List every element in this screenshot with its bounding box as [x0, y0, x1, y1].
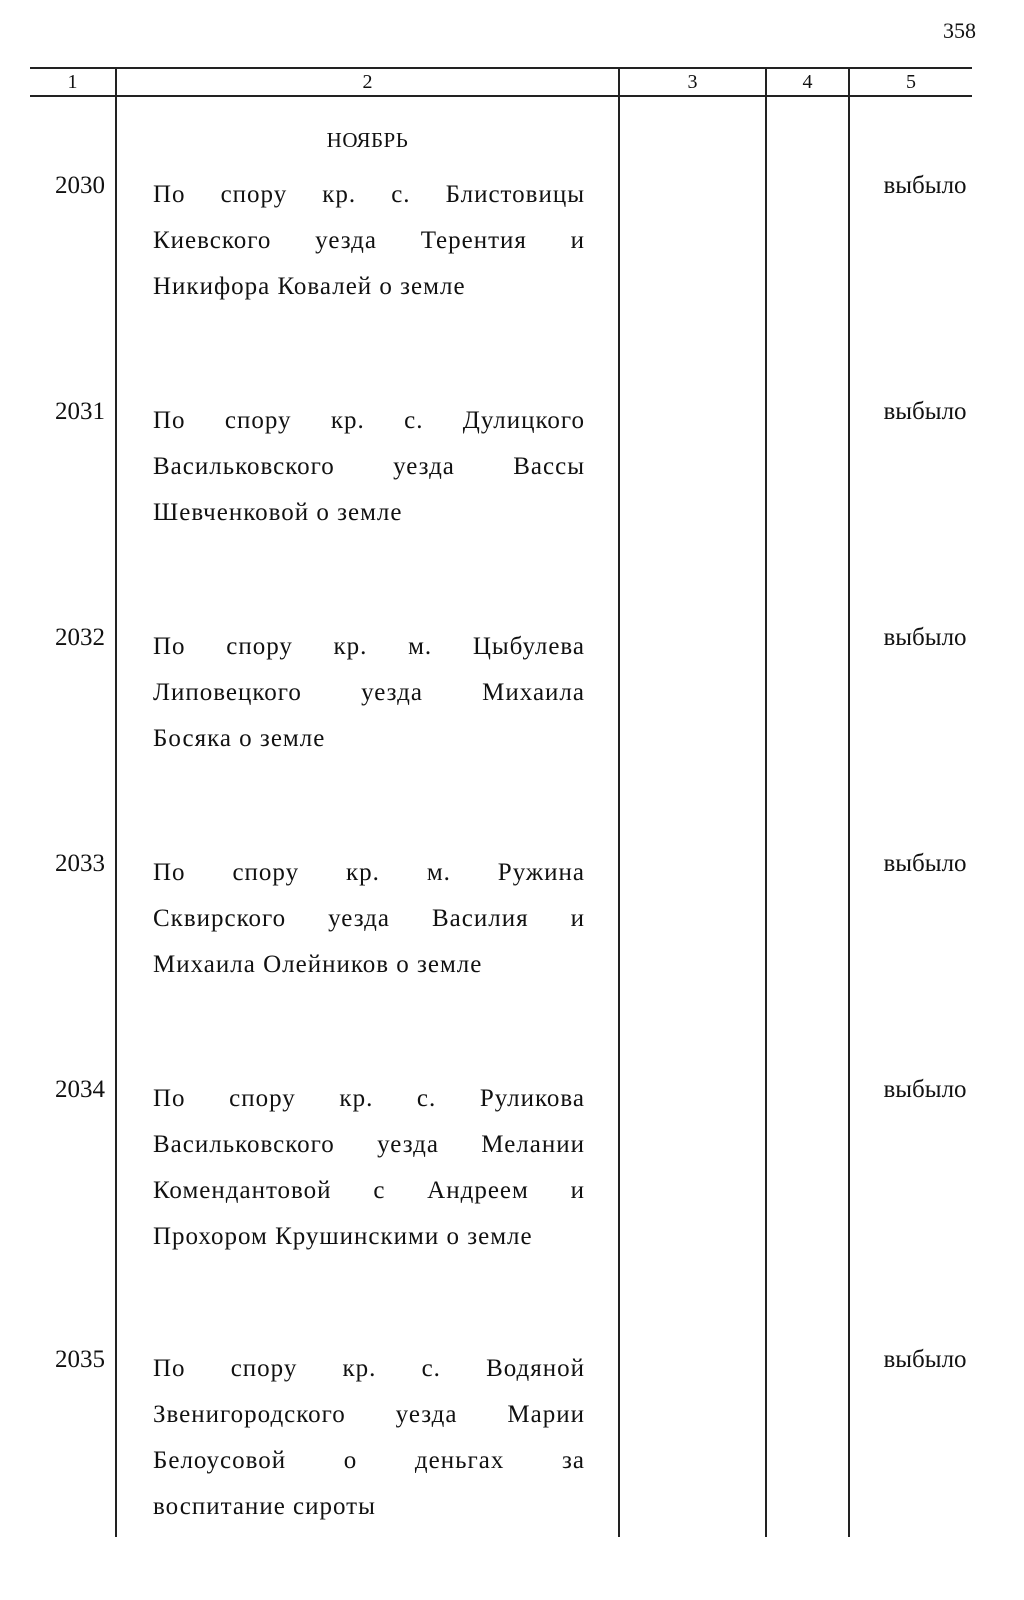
column-divider-1	[115, 67, 117, 1537]
entry-description	[153, 398, 585, 536]
table-header-rule	[30, 95, 972, 97]
description-line: Комендантовой с Андреем и	[153, 1177, 585, 1204]
entry-number: 2032	[55, 624, 105, 651]
column-header-3: 3	[687, 71, 698, 93]
description-line: По спору кр. с. Блистовицы	[153, 181, 585, 208]
entry-description	[153, 1076, 585, 1260]
entry-number: 2030	[55, 172, 105, 199]
description-line: Шевченковой о земле	[153, 499, 403, 526]
column-header-4: 4	[802, 71, 813, 93]
column-divider-2	[618, 67, 620, 1537]
description-line: Сквирского уезда Василия и	[153, 905, 585, 932]
entry-status: выбыло	[883, 850, 967, 877]
description-line: Белоусовой о деньгах за	[153, 1447, 585, 1474]
description-line: Прохором Крушинскими о земле	[153, 1223, 533, 1250]
description-line: Васильковского уезда Мелании	[153, 1131, 585, 1158]
column-header-5: 5	[906, 71, 916, 93]
entry-description	[153, 624, 585, 762]
column-divider-4	[848, 67, 850, 1537]
entry-number: 2035	[55, 1346, 105, 1373]
entry-status: выбыло	[883, 172, 967, 199]
entry-number: 2031	[55, 398, 105, 425]
description-line: Липовецкого уезда Михаила	[153, 679, 585, 706]
month-heading: НОЯБРЬ	[326, 128, 409, 152]
description-line: Михаила Олейников о земле	[153, 951, 483, 978]
description-line: Никифора Ковалей о земле	[153, 273, 466, 300]
description-line: Киевского уезда Терентия и	[153, 227, 585, 254]
description-line: Босяка о земле	[153, 725, 326, 752]
entry-status: выбыло	[883, 624, 967, 651]
entry-description	[153, 172, 585, 310]
description-line: По спору кр. с. Водяной	[153, 1355, 585, 1382]
description-line: По спору кр. с. Руликова	[153, 1085, 585, 1112]
entry-number: 2033	[55, 850, 105, 877]
entry-status: выбыло	[883, 1076, 967, 1103]
entry-status: выбыло	[883, 398, 967, 425]
description-line: Васильковского уезда Вассы	[153, 453, 585, 480]
entry-description	[153, 850, 585, 988]
entry-description	[153, 1346, 585, 1530]
column-header-2: 2	[362, 71, 373, 93]
column-divider-3	[765, 67, 767, 1537]
description-line: По спору кр. м. Цыбулева	[153, 633, 585, 660]
table-top-rule	[30, 67, 972, 69]
description-line: По спору кр. с. Дулицкого	[153, 407, 585, 434]
entry-status: выбыло	[883, 1346, 967, 1373]
column-header-1: 1	[67, 71, 78, 93]
entry-number: 2034	[55, 1076, 105, 1103]
page-number: 358	[943, 18, 976, 43]
description-line: воспитание сироты	[153, 1493, 376, 1520]
description-line: По спору кр. м. Ружина	[153, 859, 585, 886]
description-line: Звенигородского уезда Марии	[153, 1401, 585, 1428]
